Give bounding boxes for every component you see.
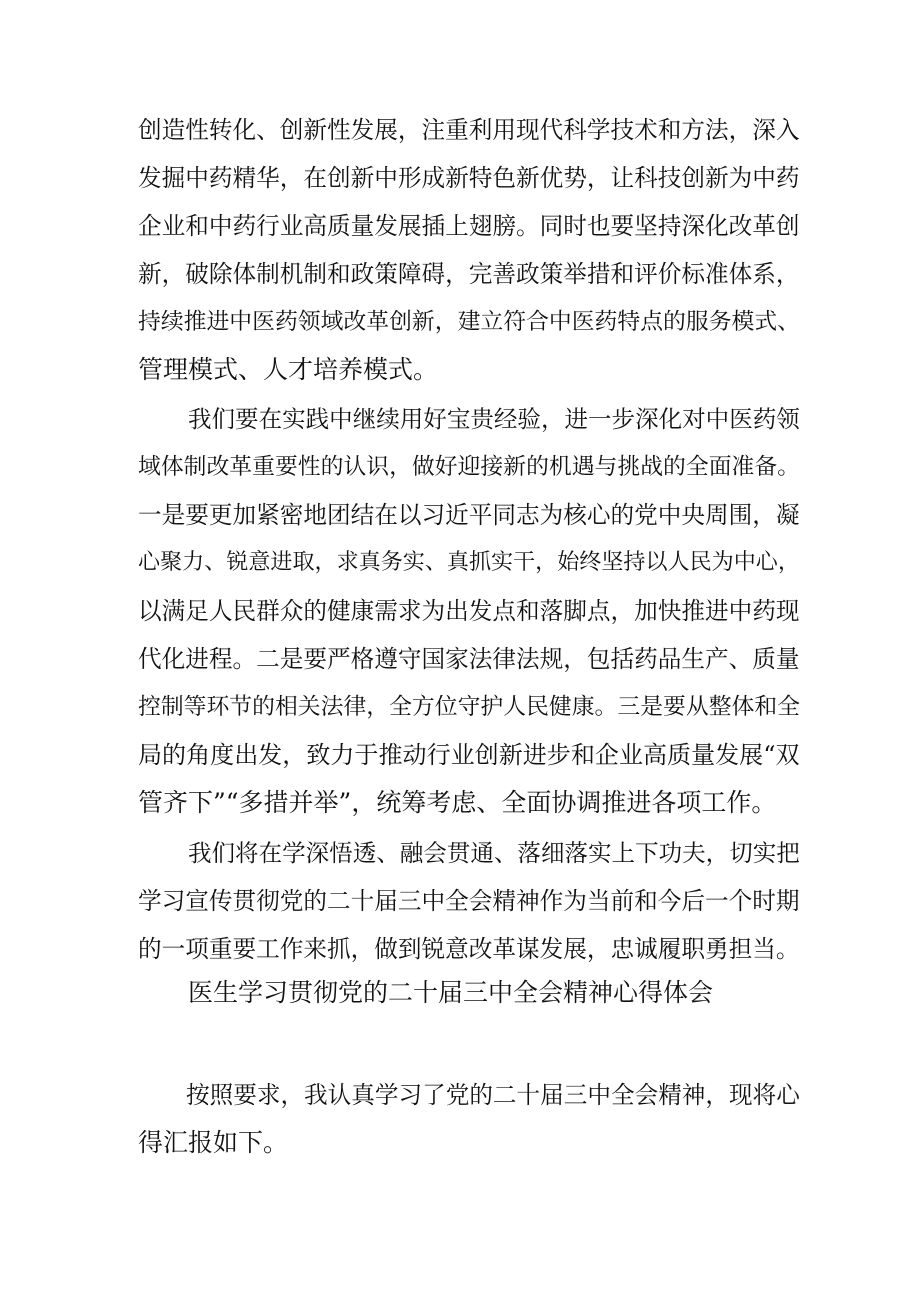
document-title: 医生学习贯彻党的二十届三中全会精神心得体会 [188, 978, 714, 1007]
paragraph-line: 控制等环节的相关法律，全方位守护人民健康。三是要从整体和全 [138, 694, 801, 720]
paragraph-line: 的一项重要工作来抓，做到锐意改革谋发展，忠诚履职勇担当。 [138, 935, 800, 963]
paragraph-line: 代化进程。二是要严格遵守国家法律法规，包括药品生产、质量 [138, 645, 800, 673]
paragraph-line: 我们将在学深悟透、融会贯通、落细落实上下功夫，切实把 [188, 839, 800, 867]
paragraph-line: 新，破除体制机制和政策障碍，完善政策举措和评价标准体系， [138, 260, 800, 288]
paragraph-line: 创造性转化、创新性发展，注重利用现代科学技术和方法，深入 [138, 116, 800, 144]
paragraph-line: 管理模式、人才培养模式。 [138, 355, 439, 384]
paragraph-line: 按照要求，我认真学习了党的二十届三中全会精神，现将心 [186, 1081, 800, 1109]
paragraph-line: 我们要在实践中继续用好宝贵经验，进一步深化对中医药领 [188, 405, 800, 433]
paragraph-line: 以满足人民群众的健康需求为出发点和落脚点，加快推进中药现 [138, 597, 800, 625]
paragraph-line: 域体制改革重要性的认识，做好迎接新的机遇与挑战的全面准备。 [138, 454, 801, 480]
paragraph-line: 企业和中药行业高质量发展插上翅膀。同时也要坚持深化改革创 [138, 212, 800, 240]
paragraph-line: 发掘中药精华，在创新中形成新特色新优势，让科技创新为中药 [138, 164, 800, 192]
paragraph-line: 一是要更加紧密地团结在以习近平同志为核心的党中央周围，凝 [138, 501, 800, 529]
paragraph-line: 局的角度出发，致力于推动行业创新进步和企业高质量发展“双 [138, 741, 800, 769]
paragraph-line: 学习宣传贯彻党的二十届三中全会精神作为当前和今后一个时期 [138, 887, 800, 915]
paragraph-line: 心聚力、锐意进取，求真务实、真抓实干，始终坚持以人民为中心， [138, 550, 800, 575]
paragraph-line: 管齐下”“多措并举”，统筹考虑、全面协调推进各项工作。 [138, 788, 777, 817]
paragraph-line: 得汇报如下。 [138, 1128, 289, 1157]
paragraph-line: 持续推进中医药领域改革创新，建立符合中医药特点的服务模式、 [138, 309, 801, 335]
